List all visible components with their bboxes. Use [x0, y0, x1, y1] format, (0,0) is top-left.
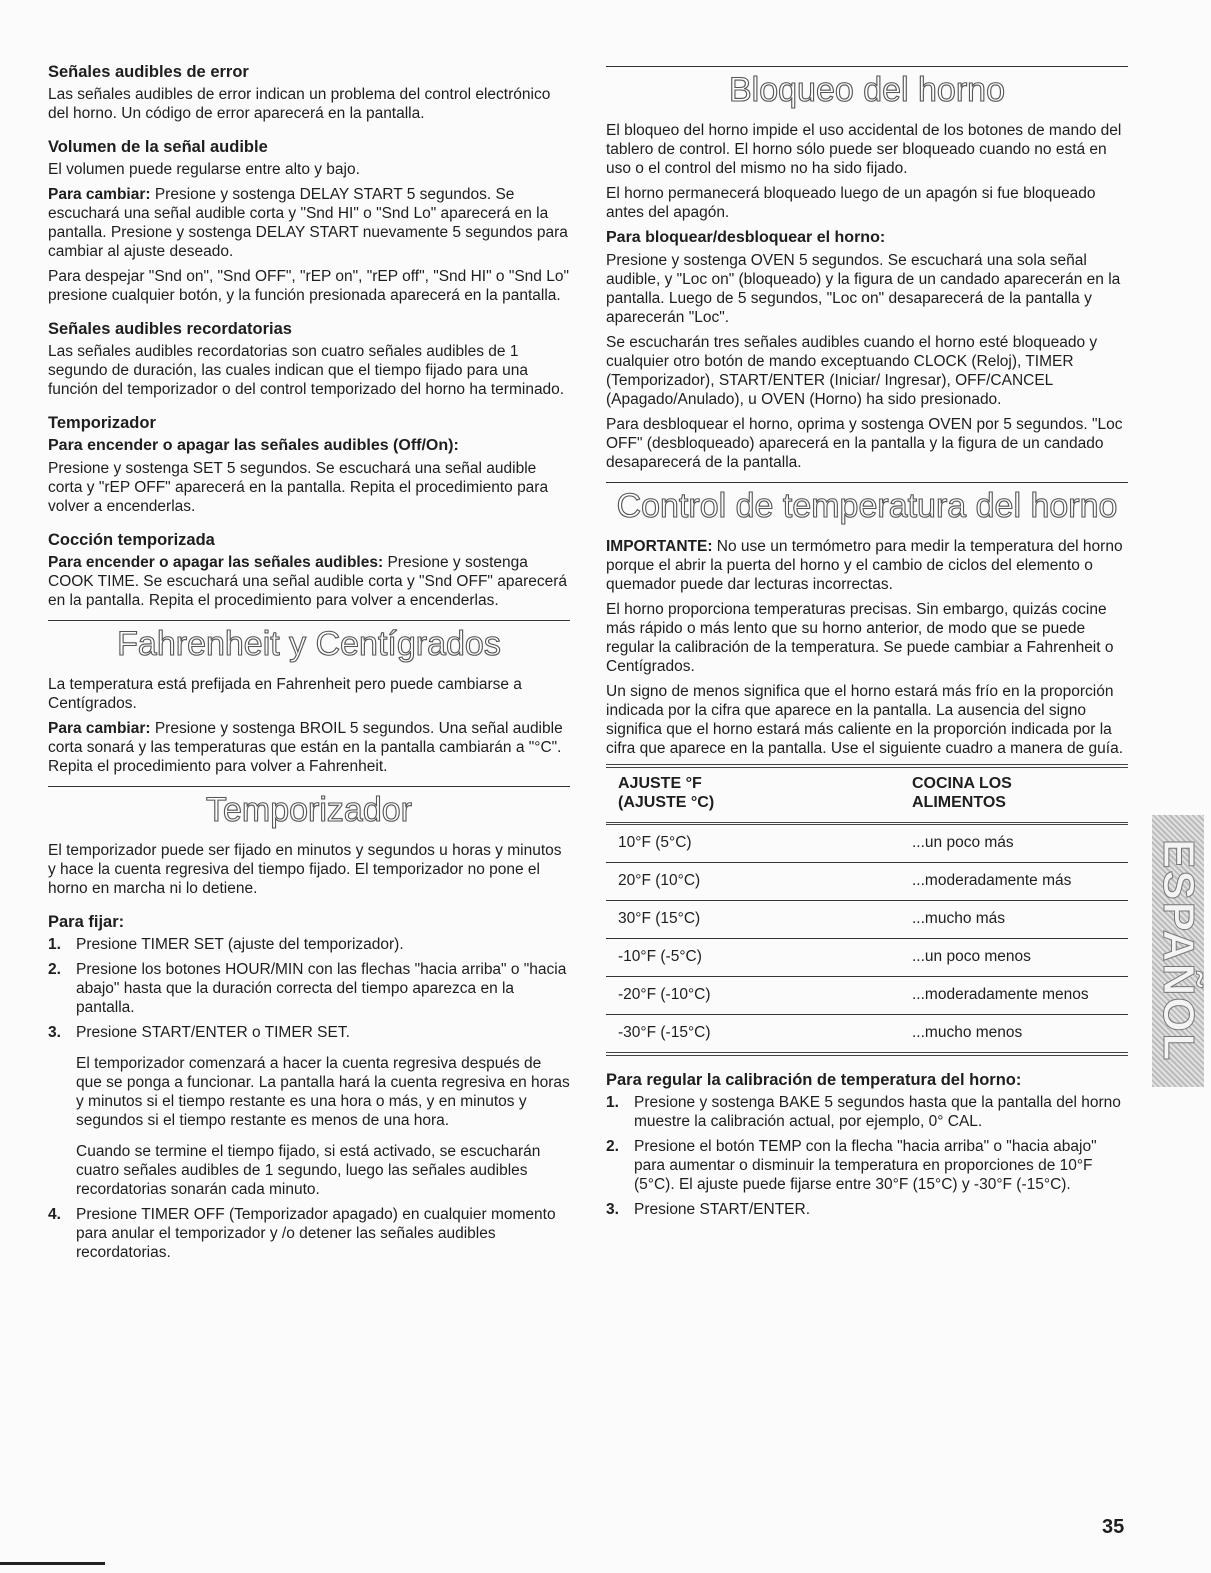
step-number: 3. — [606, 1201, 619, 1218]
lock-text: El bloqueo del horno impide el uso accidental de los botones de mando del tablero de control. El horno sólo puede ser bloqueado cuando no está en uso o el control del mismo no ha sido fijado. — [606, 122, 1122, 177]
language-tab-label: ESPAÑOL — [1154, 839, 1203, 1063]
table-row — [606, 863, 1128, 901]
reminder-text: Las señales audibles recordatorias son cuatro señales audibles de 1 segundo de duración, las cuales indican que el tiempo fijado para una función del temporizador o del control temporizado del horno ha terminado. — [48, 343, 565, 398]
page-number: 35 — [1102, 1516, 1125, 1538]
table-cell: -30°F (-15°C) — [606, 1015, 900, 1055]
step-text: Presione los botones HOUR/MIN con las flechas "hacia arriba" o "hacia abajo" hasta que la duración correcta del tiempo aparezca en la pantalla. — [76, 961, 567, 1016]
step-number: 2. — [606, 1138, 619, 1155]
step-number: 4. — [48, 1206, 61, 1223]
volume-change-text: Presione y sostenga DELAY START 5 segundos. Se escuchará una señal audible corta y "Snd HI" o "Snd Lo" aparecerá en la pantalla. Presione y sostenga DELAY START nuevamente 5 segundos para cambiar al ajuste deseado. — [48, 186, 568, 260]
fahrenheit-change-text: Presione y sostenga BROIL 5 segundos. Una señal audible corta sonará y las temperaturas que están en la pantalla cambiarán a "°C". Repita el procedimiento para volver a Fahrenheit. — [48, 720, 563, 775]
reminder-heading: Señales audibles recordatorias — [48, 320, 292, 338]
footer-rule — [0, 1562, 105, 1565]
table-cell: ...mucho más — [900, 901, 1128, 939]
list-item — [606, 1137, 1128, 1194]
volume-change-lead: Para cambiar: — [48, 186, 151, 203]
lock-text: Presione y sostenga OVEN 5 segundos. Se escuchará una sola señal audible, y "Loc on" (bloqueado) y la figura de un candado aparecerán en la pantalla. Luego de 5 segundos, "Loc on" desaparecerá de la pantalla y aparecerán "Loc". — [606, 252, 1121, 326]
temp-control-text: El horno proporciona temperaturas precisas. Sin embargo, quizás cocine más rápido o más lento que su horno anterior, de modo que se puede regular la calibración de la temperatura. Se puede cambiar a Fahrenheit o Centígrados. — [606, 601, 1114, 675]
timer-signals-heading: Temporizador — [48, 414, 156, 432]
table-header-row — [606, 766, 1128, 824]
list-item — [48, 1023, 570, 1199]
step-text: Presione START/ENTER. — [634, 1201, 811, 1218]
lock-text: El horno permanecerá bloqueado luego de un apagón si fue bloqueado antes del apagón. — [606, 185, 1096, 221]
lock-subheading: Para bloquear/desbloquear el horno: — [606, 229, 886, 246]
fahrenheit-change-lead: Para cambiar: — [48, 720, 151, 737]
table-cell: ...mucho menos — [900, 1015, 1128, 1055]
list-item — [606, 1093, 1128, 1131]
table-cell: 10°F (5°C) — [606, 824, 900, 863]
section-divider — [48, 620, 570, 621]
important-text: No use un termómetro para medir la temperatura del horno porque el abrir la puerta del horno y el cambio de ciclos del elemento o quemador puede dar lecturas incorrectas. — [606, 538, 1123, 593]
list-item — [48, 935, 570, 954]
list-item — [48, 1205, 570, 1262]
table-header-cell: AJUSTE °F (AJUSTE °C) — [606, 766, 900, 824]
table-row — [606, 1015, 1128, 1055]
table-header-cell: COCINA LOS ALIMENTOS — [900, 766, 1128, 824]
table-cell: ...moderadamente menos — [900, 977, 1128, 1015]
calibration-steps-list — [606, 1093, 1128, 1219]
language-side-tab — [1152, 815, 1204, 1087]
lock-text: Para desbloquear el horno, oprima y sostenga OVEN por 5 segundos. "Loc OFF" (desbloqueado) aparecerá en la pantalla y la figura de un candado desaparecerá de la pantalla. — [606, 416, 1123, 471]
list-item — [606, 1200, 1128, 1219]
step-extra-text: Cuando se termine el tiempo fijado, si está activado, se escucharán cuatro señales audibles de 1 segundo, luego las señales audibles recordatorias sonarán cada minuto. — [76, 1143, 541, 1198]
timer-signals-lead: Para encender o apagar las señales audibles (Off/On): — [48, 437, 459, 454]
table-cell: 30°F (15°C) — [606, 901, 900, 939]
volume-change-paragraph — [48, 185, 570, 261]
step-text: Presione el botón TEMP con la flecha "hacia arriba" o "hacia abajo" para aumentar o disminuir la temperatura en proporciones de 10°F (5°C). El ajuste puede fijarse entre 30°F (15°C) y -30°F (-15°C). — [634, 1138, 1097, 1193]
lock-heading: Bloqueo del horno — [728, 71, 1005, 109]
section-divider — [606, 482, 1128, 483]
table-row — [606, 977, 1128, 1015]
fahrenheit-heading: Fahrenheit y Centígrados — [117, 625, 501, 663]
error-signals-heading: Señales audibles de error — [48, 63, 249, 81]
calibration-guide-table — [606, 764, 1128, 1056]
table-row — [606, 824, 1128, 863]
step-text: Presione TIMER OFF (Temporizador apagado) en cualquier momento para anular el temporizador y /o detener las señales audibles recordatorias. — [76, 1206, 556, 1261]
step-extra-text: El temporizador comenzará a hacer la cuenta regresiva después de que se ponga a funcionar. La pantalla hará la cuenta regresiva en horas y minutos si el tiempo restante es una hora o más, y en minutos y segundos si el tiempo restante es menos de una hora. — [76, 1055, 570, 1129]
table-cell: 20°F (10°C) — [606, 863, 900, 901]
important-lead: IMPORTANTE: — [606, 538, 713, 555]
table-row — [606, 939, 1128, 977]
step-number: 2. — [48, 961, 61, 978]
table-row — [606, 901, 1128, 939]
timer-steps-list — [48, 935, 570, 1262]
table-cell: -10°F (-5°C) — [606, 939, 900, 977]
section-divider — [48, 786, 570, 787]
step-text: Presione TIMER SET (ajuste del temporizador). — [76, 936, 404, 953]
step-text: Presione START/ENTER o TIMER SET. — [76, 1024, 350, 1041]
timed-cook-paragraph — [48, 553, 570, 610]
right-column — [606, 58, 1128, 1225]
list-item — [48, 960, 570, 1017]
volume-heading: Volumen de la señal audible — [48, 138, 268, 156]
table-cell: ...moderadamente más — [900, 863, 1128, 901]
timer-heading: Temporizador — [206, 791, 412, 829]
fahrenheit-text: La temperatura está prefijada en Fahrenheit pero puede cambiarse a Centígrados. — [48, 676, 522, 712]
table-cell: ...un poco más — [900, 824, 1128, 863]
step-number: 1. — [606, 1094, 619, 1111]
temp-control-text: Un signo de menos significa que el horno estará más frío en la proporción indicada por la cifra que aparece en la pantalla. La ausencia del signo significa que el horno estará más caliente en la proporción indicada por la cifra que aparece en la pantalla. Use el siguiente cuadro a manera de guía. — [606, 683, 1124, 757]
lock-text: Se escucharán tres señales audibles cuando el horno esté bloqueado y cualquier otro botón de mando exceptuando CLOCK (Reloj), TIMER (Temporizador), START/ENTER (Iniciar/ Ingresar), OFF/CANCEL (Apagado/Anulado), u OVEN (Horno) ha sido presionado. — [606, 334, 1098, 408]
volume-clear-text: Para despejar "Snd on", "Snd OFF", "rEP on", "rEP off", "Snd HI" o "Snd Lo" presione cualquier botón, y la función presionada aparecerá en la pantalla. — [48, 268, 569, 304]
timed-cook-text: Presione y sostenga COOK TIME. Se escuchará una señal audible corta y "Snd OFF" aparecerá en la pantalla. Repita el procedimiento para volver a encenderlas. — [48, 554, 568, 609]
timer-set-heading: Para fijar: — [48, 913, 125, 931]
step-number: 1. — [48, 936, 61, 953]
table-cell: -20°F (-10°C) — [606, 977, 900, 1015]
fahrenheit-change-paragraph — [48, 719, 570, 776]
temp-control-heading: Control de temperatura del horno — [616, 487, 1118, 525]
timed-cook-lead: Para encender o apagar las señales audibles: — [48, 554, 384, 571]
timer-text: El temporizador puede ser fijado en minutos y segundos u horas y minutos y hace la cuenta regresiva del tiempo fijado. El temporizador no pone el horno en marcha ni lo detiene. — [48, 842, 562, 897]
section-divider — [606, 66, 1128, 67]
step-number: 3. — [48, 1024, 61, 1041]
step-text: Presione y sostenga BAKE 5 segundos hasta que la pantalla del horno muestre la calibración actual, por ejemplo, 0° CAL. — [634, 1094, 1121, 1130]
table-cell: ...un poco menos — [900, 939, 1128, 977]
left-column — [48, 58, 570, 1268]
error-signals-text: Las señales audibles de error indican un problema del control electrónico del horno. Un código de error aparecerá en la pantalla. — [48, 86, 551, 122]
timed-cook-heading: Cocción temporizada — [48, 531, 215, 549]
volume-text: El volumen puede regularse entre alto y bajo. — [48, 161, 360, 178]
timer-signals-text: Presione y sostenga SET 5 segundos. Se escuchará una señal audible corta y "rEP OFF" aparecerá en la pantalla. Repita el procedimiento para volver a encenderlas. — [48, 460, 549, 515]
calibration-heading: Para regular la calibración de temperatura del horno: — [606, 1071, 1022, 1089]
important-paragraph — [606, 537, 1128, 594]
